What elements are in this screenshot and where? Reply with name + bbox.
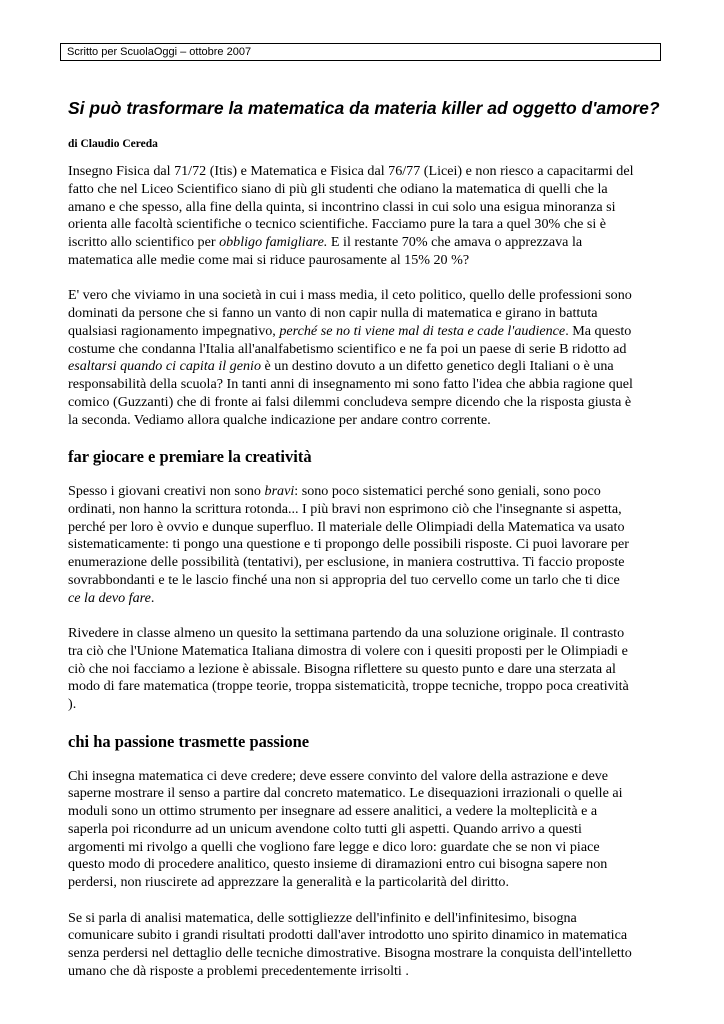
text-line: orienta alle facoltà scientifiche o tecnico scientifiche. Facciamo pure la tara a quel 30% che si è xyxy=(68,216,607,233)
text-line: moduli sono un ottimo strumento per insegnare ad essere analitici, a vedere la molteplicità e a xyxy=(68,803,598,819)
text-line: saperla poi ricondurre ad un unicum avendone colto tutti gli aspetti. Quando arrivo a questi xyxy=(68,820,582,837)
text-line: argomenti mi rivolgo a quelli che vogliono fare legge e dico loro: guardate che se non vi piace xyxy=(68,838,600,855)
text-line: perdersi, non riuscirete ad apprezzare la generalità e la particolarità del diritto. xyxy=(68,874,509,890)
text-line: ). xyxy=(68,696,77,712)
emphasis: bravi xyxy=(264,483,295,499)
text-line: fatto che nel Liceo Scientifico siano di più gli studenti che odiano la matematica di quelli che la xyxy=(68,180,608,197)
text-line: Se si parla di analisi matematica, delle sottigliezze dell'infinito e dell'infinitesimo, bisogna xyxy=(68,909,577,926)
text-line: amano e che spesso, alla fine della quinta, si incontrino classi in cui solo una esigua minoranza si xyxy=(68,198,616,215)
emphasis: esaltarsi quando ci capita il genio xyxy=(68,358,261,375)
text-line: iscritto allo scientifico per obbligo famigliare. E il restante 70% che amava o apprezzava la xyxy=(68,234,583,250)
article-body xyxy=(68,163,658,998)
text-line: Rivedere in classe almeno un quesito la settimana partendo da una soluzione originale. Il contrasto xyxy=(68,625,625,641)
text-line: ce la devo fare. xyxy=(68,589,155,606)
text-line: sovrabbondanti e te le lascio finché una non si appropria del tuo cervello come un tarlo che ti dice xyxy=(68,571,620,588)
text-line: matematica alle medie come mai si riduce paurosamente al 15% 20 %? xyxy=(68,251,470,268)
creativity-paragraph-1 xyxy=(68,483,658,607)
section-heading-creativity: far giocare e premiare la creatività xyxy=(68,447,312,466)
emphasis: obbligo famigliare. xyxy=(219,234,328,250)
text-line: dominati da persone che si fanno un vanto di non capir nulla di matematica e girano in battuta xyxy=(68,305,598,321)
text-line: comunicare subito i grandi risultati prodotti dall'aver introdotto uno spirito dinamico in matematica xyxy=(68,927,628,944)
text-line: ciò che noi facciamo a lezione è abissale. Bisogna riflettere su questo punto e dare una sterzata al xyxy=(68,660,616,677)
header-text: Scritto per ScuolaOggi – ottobre 2007 xyxy=(67,46,252,58)
text-line: saperne mostrare il senso a partire dal concreto matematico. Le disequazioni irrazionali o quelle ai xyxy=(68,785,623,802)
text-line: senza perdersi nel dettaglio delle tecniche dimostrative. Bisogna mostrare la conquista dell'intelletto xyxy=(68,945,632,961)
text-line: la seconda. Vediamo allora qualche indicazione per andare contro corrente. xyxy=(68,411,491,428)
second-paragraph xyxy=(68,287,658,429)
passion-paragraph-2 xyxy=(68,910,658,981)
document-header xyxy=(60,43,661,61)
text-line: ordinati, non hanno la scrittura rotonda... I più bravi non esprimono ciò che l'insegnante si aspetta, xyxy=(68,500,622,517)
emphasis: perché se no ti viene mal di testa e cade l'audience xyxy=(279,322,566,339)
text-line: comico (Guzzanti) che di fronte ai falsi dilemmi concludeva sempre dicendo che la risposta giusta è xyxy=(68,393,632,410)
text-line: esaltarsi quando ci capita il genio è un destino dovuto a un difetto genetico degli Italiani o è una xyxy=(68,358,614,375)
emphasis: ce la devo fare xyxy=(68,589,151,606)
passion-paragraph-1 xyxy=(68,768,658,892)
text-line: Insegno Fisica dal 71/72 (Itis) e Matematica e Fisica dal 76/77 (Licei) e non riesco a capacitarmi del xyxy=(68,163,634,179)
intro-paragraph xyxy=(68,163,658,270)
article-title: Si può trasformare la matematica da materia killer ad oggetto d'amore? xyxy=(68,98,660,118)
text-line: costume che condanna l'Italia all'analfabetismo scientifico e ne fa poi un paese di serie B ridotto ad xyxy=(68,340,627,357)
text-line: sistematicamente: ti pongo una questione e ti propongo delle possibili risposte. Ci puoi lavorare per xyxy=(68,536,629,553)
text-line: questo modo di procedere analitico, questo insieme di diramazioni entro cui bisogna sapere non xyxy=(68,856,608,873)
text-line: responsabilità della scuola? In tanti anni di insegnamento mi sono fatto l'idea che abbia ragione quel xyxy=(68,376,633,392)
creativity-paragraph-2 xyxy=(68,625,658,714)
text-line: Spesso i giovani creativi non sono bravi: sono poco sistematici perché sono geniali, sono poco xyxy=(68,483,601,499)
author-byline: di Claudio Cereda xyxy=(68,138,158,150)
text-line: E' vero che viviamo in una società in cui i mass media, il ceto politico, quello delle professioni sono xyxy=(68,287,632,304)
text-line: Chi insegna matematica ci deve credere; deve essere convinto del valore della astrazione e deve xyxy=(68,767,609,784)
text-line: modo di fare matematica (troppe teorie, troppa sistematicità, troppe tecniche, troppo poca creatività xyxy=(68,678,629,695)
text-line: umano che dà risposte a problemi precedentemente irrisolti . xyxy=(68,962,409,979)
section-heading-passion: chi ha passione trasmette passione xyxy=(68,731,310,751)
text-line: qualsiasi ragionamento impegnativo, perché se no ti viene mal di testa e cade l'audience. Ma questo xyxy=(68,322,632,339)
text-line: enumerazione delle possibilità (tentativi), per esclusione, in maniera costruttiva. Ti faccio proposte xyxy=(68,554,625,570)
text-line: perché per loro è ovvio e dunque superfluo. Il materiale delle Olimpiadi della Matematica va usato xyxy=(68,518,625,535)
text-line: tra ciò che l'Unione Matematica Italiana dimostra di volere con i quesiti proposti per le Olimpiadi e xyxy=(68,642,628,659)
